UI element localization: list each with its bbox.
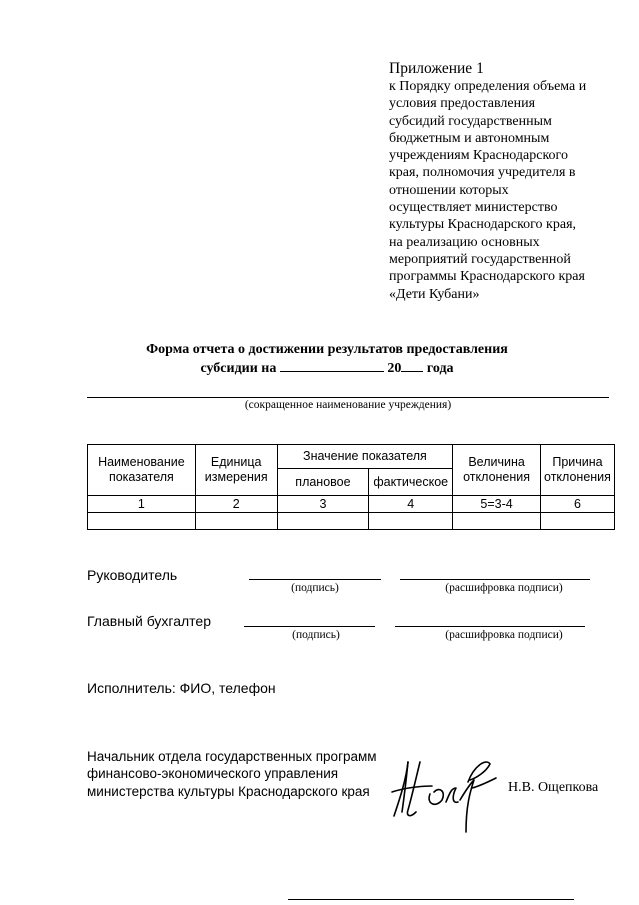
form-title	[128, 341, 526, 378]
accountant-decode-line[interactable]	[395, 626, 585, 627]
column-number: 1	[88, 496, 196, 513]
header-reason: Причина отклонения	[540, 445, 614, 496]
appendix-line: на реализацию основных	[389, 234, 540, 250]
appendix-line: «Дети Кубани»	[389, 286, 480, 302]
appendix-line: программы Краснодарского края	[389, 269, 585, 285]
table-cell[interactable]	[540, 513, 614, 530]
signer-position-line: министерства культуры Краснодарского края	[87, 783, 370, 799]
column-number: 4	[369, 496, 453, 513]
signer-name: Н.В. Ощепкова	[508, 780, 599, 795]
executor-label: Исполнитель: ФИО, телефон	[87, 680, 276, 696]
form-title-year: 20	[387, 361, 402, 376]
accountant-label: Главный бухгалтер	[87, 613, 211, 629]
signer-position-line: Начальник отдела государственных программ	[87, 749, 377, 764]
organization-name-line[interactable]	[87, 397, 609, 398]
table-row[interactable]	[88, 513, 615, 530]
form-title-line-2	[128, 359, 526, 378]
handwritten-signature	[386, 752, 506, 842]
appendix-title: Приложение 1	[389, 60, 484, 77]
table-cell[interactable]	[88, 513, 196, 530]
appendix-line: культуры Краснодарского края,	[389, 217, 577, 233]
table-cell[interactable]	[369, 513, 453, 530]
appendix-line: края, полномочия учредителя в	[389, 165, 576, 181]
signer-position	[87, 748, 377, 800]
signer-position-line: финансово-экономического управления	[87, 766, 339, 782]
appendix-line: мероприятий государственной	[389, 251, 571, 267]
header-unit: Единица измерения	[195, 445, 277, 496]
head-sign-caption: (подпись)	[291, 582, 339, 594]
column-number: 6	[540, 496, 614, 513]
column-number: 5=3-4	[453, 496, 541, 513]
period-blank[interactable]	[280, 359, 384, 372]
header-planned: плановое	[277, 469, 369, 496]
table-cell[interactable]	[195, 513, 277, 530]
table-cell[interactable]	[453, 513, 541, 530]
header-actual: фактическое	[369, 469, 453, 496]
appendix-line: бюджетным и автономным	[389, 130, 550, 146]
form-title-suffix: года	[426, 361, 454, 376]
appendix-line: учреждениям Краснодарского	[389, 148, 568, 164]
column-number: 2	[195, 496, 277, 513]
form-title-prefix: субсидии на	[200, 361, 277, 376]
accountant-decode-caption: (расшифровка подписи)	[445, 629, 563, 641]
head-decode-line[interactable]	[400, 579, 590, 580]
bottom-line	[288, 899, 574, 900]
organization-caption: (сокращенное наименование учреждения)	[244, 399, 452, 411]
column-number: 3	[277, 496, 369, 513]
form-title-line: Форма отчета о достижении результатов предоставления	[146, 342, 508, 357]
header-indicator: Наименование показателя	[88, 445, 196, 496]
header-value-group: Значение показателя	[277, 445, 453, 469]
table-cell[interactable]	[277, 513, 369, 530]
appendix-description	[389, 78, 603, 303]
year-blank[interactable]	[401, 359, 423, 372]
report-table	[87, 444, 615, 530]
appendix-line: отношении которых	[389, 182, 509, 198]
head-decode-caption: (расшифровка подписи)	[445, 582, 563, 594]
header-deviation: Величина отклонения	[453, 445, 541, 496]
appendix-line: условия предоставления	[389, 96, 536, 112]
table-number-row	[88, 496, 615, 513]
accountant-signature-line[interactable]	[244, 626, 375, 627]
accountant-sign-caption: (подпись)	[292, 629, 340, 641]
head-label: Руководитель	[87, 567, 178, 583]
appendix-line: субсидий государственным	[389, 113, 552, 129]
appendix-line: осуществляет министерство	[389, 200, 558, 216]
appendix-line: к Порядку определения объема и	[389, 79, 587, 94]
head-signature-line[interactable]	[249, 579, 381, 580]
